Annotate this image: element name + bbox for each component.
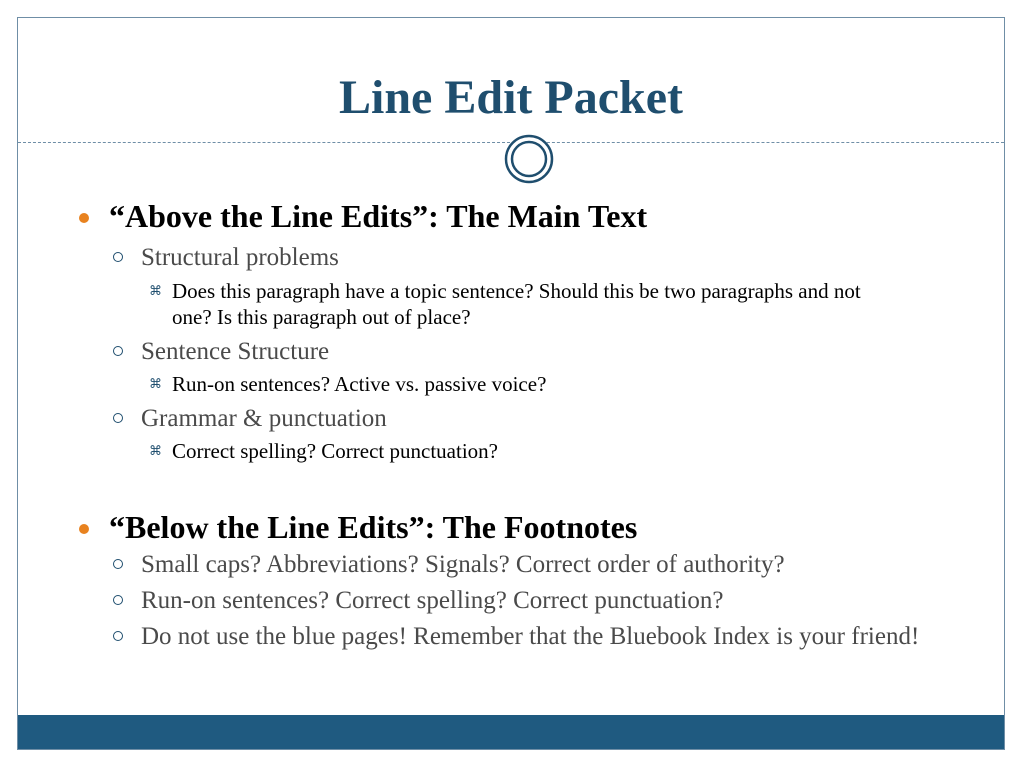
- hollow-circle-bullet-icon: [113, 252, 123, 262]
- orange-bullet-icon: [79, 213, 89, 223]
- list-item: Small caps? Abbreviations? Signals? Correct order of authority?: [18, 549, 1004, 581]
- list-item: Do not use the blue pages! Remember that the Bluebook Index is your friend!: [18, 621, 1004, 653]
- sub-list-item: ⌘ Correct spelling? Correct punctuation?: [149, 439, 498, 463]
- list-item: Structural problems: [18, 242, 1004, 274]
- hollow-circle-bullet-icon: [113, 595, 123, 605]
- section-heading-main-text: “Above the Line Edits”: The Main Text: [18, 196, 1004, 236]
- star-bullet-icon: ⌘: [149, 283, 162, 298]
- list-item: Grammar & punctuation: [18, 403, 1004, 435]
- sub-list-item: ⌘ Run-on sentences? Active vs. passive voice?: [149, 372, 547, 396]
- star-bullet-icon: ⌘: [149, 376, 162, 391]
- footer-bar: [18, 715, 1004, 749]
- sub-list-item: ⌘ Does this paragraph have a topic sentence? Should this be two paragraphs and not one? Is this paragraph out of place?: [149, 279, 861, 329]
- list-item: Sentence Structure: [18, 336, 1004, 368]
- star-bullet-icon: ⌘: [149, 443, 162, 458]
- hollow-circle-bullet-icon: [113, 346, 123, 356]
- orange-bullet-icon: [79, 524, 89, 534]
- slide-frame: [17, 17, 1005, 750]
- hollow-circle-bullet-icon: [113, 559, 123, 569]
- slide-title: Line Edit Packet: [339, 71, 683, 124]
- list-item: Run-on sentences? Correct spelling? Correct punctuation?: [18, 585, 1004, 617]
- section-heading-footnotes: “Below the Line Edits”: The Footnotes: [18, 507, 1004, 547]
- hollow-circle-bullet-icon: [113, 413, 123, 423]
- circle-ornament-icon: [504, 134, 554, 184]
- slide-body: [18, 196, 1004, 653]
- hollow-circle-bullet-icon: [113, 631, 123, 641]
